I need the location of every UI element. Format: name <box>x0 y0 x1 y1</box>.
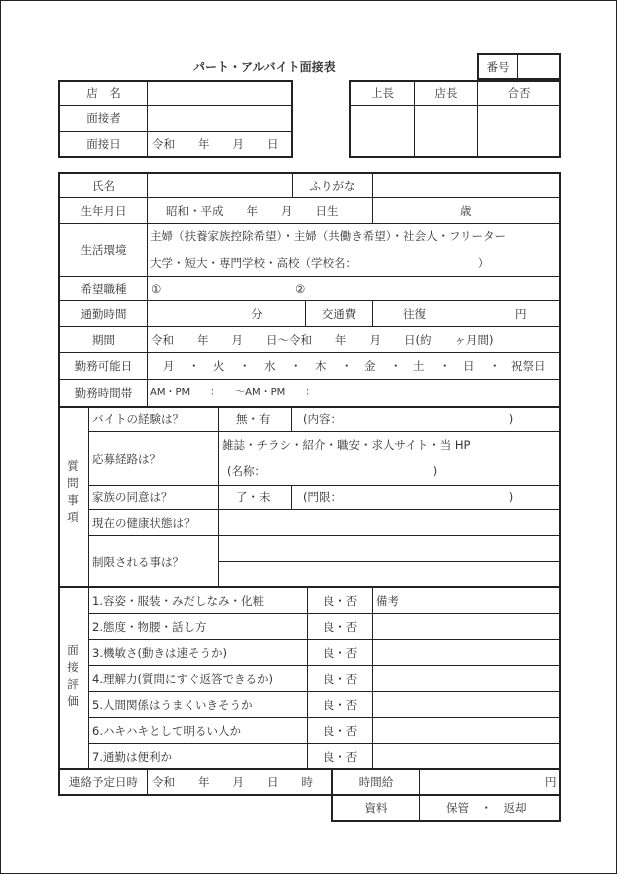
divider <box>59 131 292 132</box>
store-manager-label: 店長 <box>434 86 458 100</box>
divider <box>88 407 89 587</box>
pass-fail-stamp[interactable] <box>479 107 559 156</box>
divider <box>147 81 148 157</box>
contact-date-field[interactable]: 令和 年 月 日 時 <box>152 775 313 789</box>
transport-label: 交通費 <box>321 307 357 321</box>
day-sun[interactable]: 日 <box>463 359 475 373</box>
divider <box>89 717 560 718</box>
desired-job-label: 希望職種 <box>80 282 127 296</box>
limits-question: 制限される事は？ <box>92 555 184 569</box>
divider <box>89 665 560 666</box>
supervisor-label: 上長 <box>371 86 394 100</box>
experience-question: バイトの経験は？ <box>92 412 184 426</box>
documents-label: 資料 <box>364 801 388 815</box>
separator: ・ <box>439 359 451 373</box>
furigana-label: ふりがな <box>309 179 356 193</box>
separator: ・ <box>489 359 501 373</box>
available-days-label: 勤務可能日 <box>74 359 133 373</box>
divider <box>218 407 219 587</box>
interviewer-label: 面接者 <box>86 111 121 125</box>
divider <box>59 197 560 198</box>
commute-unit: 分 <box>251 307 263 321</box>
route-options[interactable]: 雑誌・チラシ・紹介・職安・求人サイト・当 HP <box>222 438 471 452</box>
work-hours-label: 勤務時間帯 <box>74 386 133 400</box>
lifestyle-label: 生活環境 <box>80 243 127 257</box>
evaluation-section-label: 面接評価 <box>67 643 79 708</box>
divider <box>59 105 292 106</box>
form-title: パート・アルバイト面接表 <box>193 60 336 74</box>
divider <box>59 276 560 277</box>
eval-rating-2[interactable]: 良・否 <box>322 620 358 634</box>
furigana-field[interactable] <box>374 175 559 196</box>
divider <box>372 173 373 223</box>
divider <box>147 173 148 407</box>
day-holiday[interactable]: 祝祭日 <box>511 359 546 373</box>
divider <box>89 743 560 744</box>
hourly-wage-label: 時間給 <box>358 775 394 789</box>
health-question: 現在の健康状態は？ <box>92 516 196 530</box>
number-field[interactable] <box>519 55 559 78</box>
eval-rating-3[interactable]: 良・否 <box>322 646 358 660</box>
separator: ・ <box>341 359 353 373</box>
limits-field-2[interactable] <box>220 563 559 586</box>
divider <box>89 613 560 614</box>
day-wed[interactable]: 水 <box>264 359 276 373</box>
commute-label: 通勤時間 <box>80 307 127 321</box>
eval-item-6: 6.ハキハキとして明るい人か <box>92 724 241 738</box>
lifestyle-options[interactable]: 主婦（扶養家族控除希望）・主婦（共働き希望）・社会人・フリーター <box>150 229 507 243</box>
separator: ・ <box>290 359 302 373</box>
work-hours-field[interactable]: AM・PM ： 〜AM・PM ： <box>150 387 316 398</box>
health-field[interactable] <box>220 511 559 534</box>
remarks-label: 備考 <box>376 594 399 608</box>
divider <box>372 587 373 769</box>
eval-rating-4[interactable]: 良・否 <box>322 672 358 686</box>
period-field[interactable]: 令和 年 月 日〜令和 年 月 日(約 ヶ月間) <box>151 333 494 347</box>
eval-rating-5[interactable]: 良・否 <box>322 698 358 712</box>
divider <box>88 587 89 769</box>
divider <box>517 54 518 79</box>
eval-item-3: 3.機敏さ(動きは速そうか) <box>92 646 227 660</box>
divider <box>372 300 373 326</box>
experience-detail[interactable]: (内容： ) <box>303 412 514 426</box>
route-question: 応募経路は？ <box>92 452 161 466</box>
school-options[interactable]: 大学・短大・専門学校・高校（学校名： ） <box>150 256 490 270</box>
limits-field-1[interactable] <box>220 537 559 560</box>
eval-item-4: 4.理解力(質問にすぐ返答できるか) <box>92 672 273 686</box>
hourly-wage-unit: 円 <box>545 775 557 789</box>
interview-date-field[interactable]: 令和 年 月 日 <box>152 137 279 151</box>
name-label: 氏名 <box>92 179 115 193</box>
divider <box>89 509 560 510</box>
interview-date-label: 面接日 <box>86 137 121 151</box>
eval-item-7: 7.通勤は便利か <box>92 750 172 764</box>
divider <box>59 379 560 380</box>
separator: ・ <box>390 359 402 373</box>
divider <box>59 326 560 327</box>
eval-rating-6[interactable]: 良・否 <box>322 724 358 738</box>
divider <box>219 561 560 562</box>
eval-rating-7[interactable]: 良・否 <box>322 750 358 764</box>
family-consent-question: 家族の同意は？ <box>92 490 173 504</box>
divider <box>59 352 560 353</box>
experience-options[interactable]: 無・有 <box>236 412 271 426</box>
divider <box>59 300 560 301</box>
divider <box>59 223 560 224</box>
eval-item-1: 1.容姿・服装・みだしなみ・化粧 <box>92 594 264 608</box>
store-name-field[interactable] <box>149 82 291 104</box>
divider <box>89 431 560 432</box>
divider <box>419 769 420 795</box>
day-sat[interactable]: 土 <box>413 359 425 373</box>
divider <box>147 769 148 795</box>
eval-item-5: 5.人間関係はうまくいきそうか <box>92 698 253 712</box>
store-manager-stamp[interactable] <box>416 107 476 156</box>
transport-yen: 円 <box>515 307 527 321</box>
store-name-label: 店 名 <box>86 86 121 100</box>
roundtrip-label: 往復 <box>403 307 426 321</box>
eval-item-2: 2.態度・物腰・話し方 <box>92 620 207 634</box>
job-choice-2[interactable]: ② <box>295 282 306 296</box>
pass-fail-label: 合否 <box>507 86 531 100</box>
separator: ・ <box>188 359 200 373</box>
day-fri[interactable]: 金 <box>364 359 376 373</box>
divider <box>89 691 560 692</box>
route-name-field[interactable]: (名称： ) <box>227 464 438 478</box>
curfew-field[interactable]: (門限： ) <box>303 490 514 504</box>
birthdate-label: 生年月日 <box>80 204 127 218</box>
separator: ・ <box>239 359 251 373</box>
divider <box>89 485 560 486</box>
divider <box>291 485 292 509</box>
period-label: 期間 <box>92 333 115 347</box>
age-suffix: 歳 <box>460 204 472 218</box>
divider <box>89 535 560 536</box>
eval-rating-1[interactable]: 良・否 <box>322 594 358 608</box>
divider <box>89 639 560 640</box>
name-field[interactable] <box>149 175 291 196</box>
divider <box>350 105 560 106</box>
contact-date-label: 連絡予定日時 <box>69 775 138 789</box>
number-label: 番号 <box>486 60 510 74</box>
day-mon[interactable]: 月 <box>163 359 175 373</box>
documents-options[interactable]: 保管 ・ 返却 <box>446 801 527 815</box>
supervisor-stamp[interactable] <box>351 107 413 156</box>
day-thu[interactable]: 木 <box>315 359 327 373</box>
divider <box>291 407 292 431</box>
birthdate-field[interactable]: 昭和・平成 年 月 日生 <box>166 204 339 218</box>
divider <box>419 795 420 821</box>
interviewer-field[interactable] <box>149 107 291 130</box>
day-tue[interactable]: 火 <box>213 359 225 373</box>
questions-section-label: 質問事項 <box>67 459 79 524</box>
job-choice-1[interactable]: ① <box>151 282 162 296</box>
family-consent-options[interactable]: 了・未 <box>236 490 271 504</box>
